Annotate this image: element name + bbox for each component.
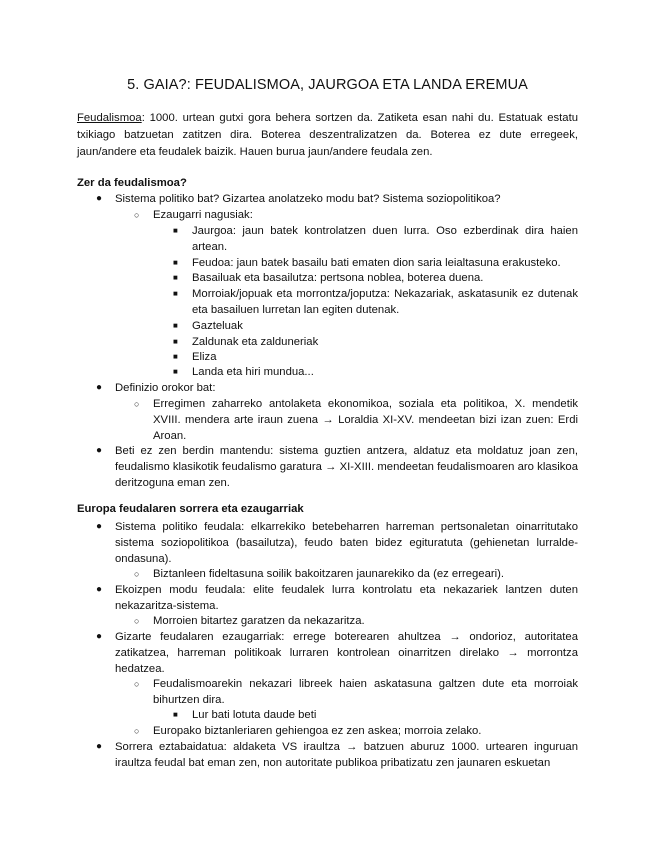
list-item: Feudoa: jaun batek basailu bati ematen dion saria leialtasuna erakusteko. bbox=[192, 257, 561, 269]
section-heading-europa-feudala: Europa feudalaren sorrera eta ezaugarriak bbox=[77, 503, 304, 515]
square-bullet-icon: ■ bbox=[173, 337, 178, 346]
intro-paragraph bbox=[77, 110, 578, 161]
list-item: Eliza bbox=[192, 351, 217, 363]
list-item: Erregimen zaharreko antolaketa ekonomikoa, soziala eta politikoa, X. mendetik XVIII. mendera arte iraun zuena → Loraldia XI-XV. mendeetan bizi izan zuen: Erdi Aroan. bbox=[153, 398, 578, 442]
list-item: Ekoizpen modu feudala: elite feudalek lurra kontrolatu eta nekazariek lantzen duten nekazaritza-sistema. bbox=[115, 584, 578, 612]
list-item: Morroien bitartez garatzen da nekazaritza. bbox=[153, 615, 365, 627]
circle-bullet-icon: ○ bbox=[134, 210, 140, 220]
bullet-icon: ● bbox=[96, 521, 103, 532]
square-bullet-icon: ■ bbox=[173, 710, 178, 719]
page-title: 5. GAIA?: FEUDALISMOA, JAURGOA ETA LANDA EREMUA bbox=[127, 77, 528, 93]
list-item: Sistema politiko bat? Gizartea anolatzeko modu bat? Sistema soziopolitikoa? bbox=[115, 193, 501, 205]
list-item: Gazteluak bbox=[192, 320, 243, 332]
bullet-icon: ● bbox=[96, 631, 103, 642]
list-item: Europako biztanleriaren gehiengoa ez zen askea; morroia zelako. bbox=[153, 725, 482, 737]
list-item: Beti ez zen berdin mantendu: sistema guztien antzera, aldatuz eta moldatuz joan zen, feudalismo klasikotik feudalismo garatura → XI-XIII. mendeetan feudalismoaren aro klasikoa deritzoguna eman zen. bbox=[115, 445, 578, 489]
intro-term: Feudalismoa bbox=[77, 112, 142, 124]
square-bullet-icon: ■ bbox=[173, 273, 178, 282]
square-bullet-icon: ■ bbox=[173, 321, 178, 330]
circle-bullet-icon: ○ bbox=[134, 399, 140, 409]
circle-bullet-icon: ○ bbox=[134, 726, 140, 736]
square-bullet-icon: ■ bbox=[173, 367, 178, 376]
list-item: Jaurgoa: jaun batek kontrolatzen duen lurra. Oso ezberdinak dira haien artean. bbox=[192, 225, 578, 253]
circle-bullet-icon: ○ bbox=[134, 616, 140, 626]
intro-text: : 1000. urtean gutxi gora behera sortzen da. Zatiketa esan nahi du. Estatuak estatu txikiago batzuetan zatitzen dira. Boterea deszentralizatzen da. Boterea ez dute erregeek, jaun/andere eta feudalek baizik. Hauen burua jaun/andere feudala zen. bbox=[77, 112, 578, 158]
bullet-icon: ● bbox=[96, 584, 103, 595]
bullet-icon: ● bbox=[96, 382, 103, 393]
list-item: Lur bati lotuta daude beti bbox=[192, 709, 317, 721]
bullet-icon: ● bbox=[96, 193, 103, 204]
list-item: Morroiak/jopuak eta morrontza/joputza: Nekazariak, askatasunik ez dutenak eta basailuen lurretan lan egiten dutenak. bbox=[192, 288, 578, 316]
circle-bullet-icon: ○ bbox=[134, 569, 140, 579]
list-item: Zaldunak eta zalduneriak bbox=[192, 336, 319, 348]
square-bullet-icon: ■ bbox=[173, 226, 178, 235]
list-item: Feudalismoarekin nekazari libreek haien askatasuna galtzen dute eta morroiak bihurtzen dira. bbox=[153, 678, 578, 706]
bullet-icon: ● bbox=[96, 445, 103, 456]
list-item: Biztanleen fideltasuna soilik bakoitzaren jaunarekiko da (ez erregeari). bbox=[153, 568, 505, 580]
circle-bullet-icon: ○ bbox=[134, 679, 140, 689]
list-item: Gizarte feudalaren ezaugarriak: errege boterearen ahultzea → ondorioz, autoritatea zatikatzea, harreman politikoak lurraren kontrolean oinarritzen direlako → morrontza hedatzea. bbox=[115, 631, 578, 675]
list-item: Basailuak eta basailutza: pertsona noblea, boterea duena. bbox=[192, 272, 484, 284]
square-bullet-icon: ■ bbox=[173, 289, 178, 298]
square-bullet-icon: ■ bbox=[173, 258, 178, 267]
list-item: Ezaugarri nagusiak: bbox=[153, 209, 253, 221]
list-item: Sistema politiko feudala: elkarrekiko betebeharren harreman pertsonaletan oinarritutako sistema soziopolitikoa (basailutza), feudo baten bidez egituratuta (gehienetan lurralde-ondasuna). bbox=[115, 521, 578, 565]
list-item: Definizio orokor bat: bbox=[115, 382, 216, 394]
bullet-icon: ● bbox=[96, 741, 103, 752]
list-item: Landa eta hiri mundua... bbox=[192, 366, 314, 378]
square-bullet-icon: ■ bbox=[173, 352, 178, 361]
section-heading-feudalismoa: Zer da feudalismoa? bbox=[77, 177, 187, 189]
list-item: Sorrera eztabaidatua: aldaketa VS iraultza → batzuen aburuz 1000. urtearen inguruan iraultza feudal bat eman zen, non autoritate publikoa pribatizatu zen jaunaren eskuetan bbox=[115, 741, 578, 769]
